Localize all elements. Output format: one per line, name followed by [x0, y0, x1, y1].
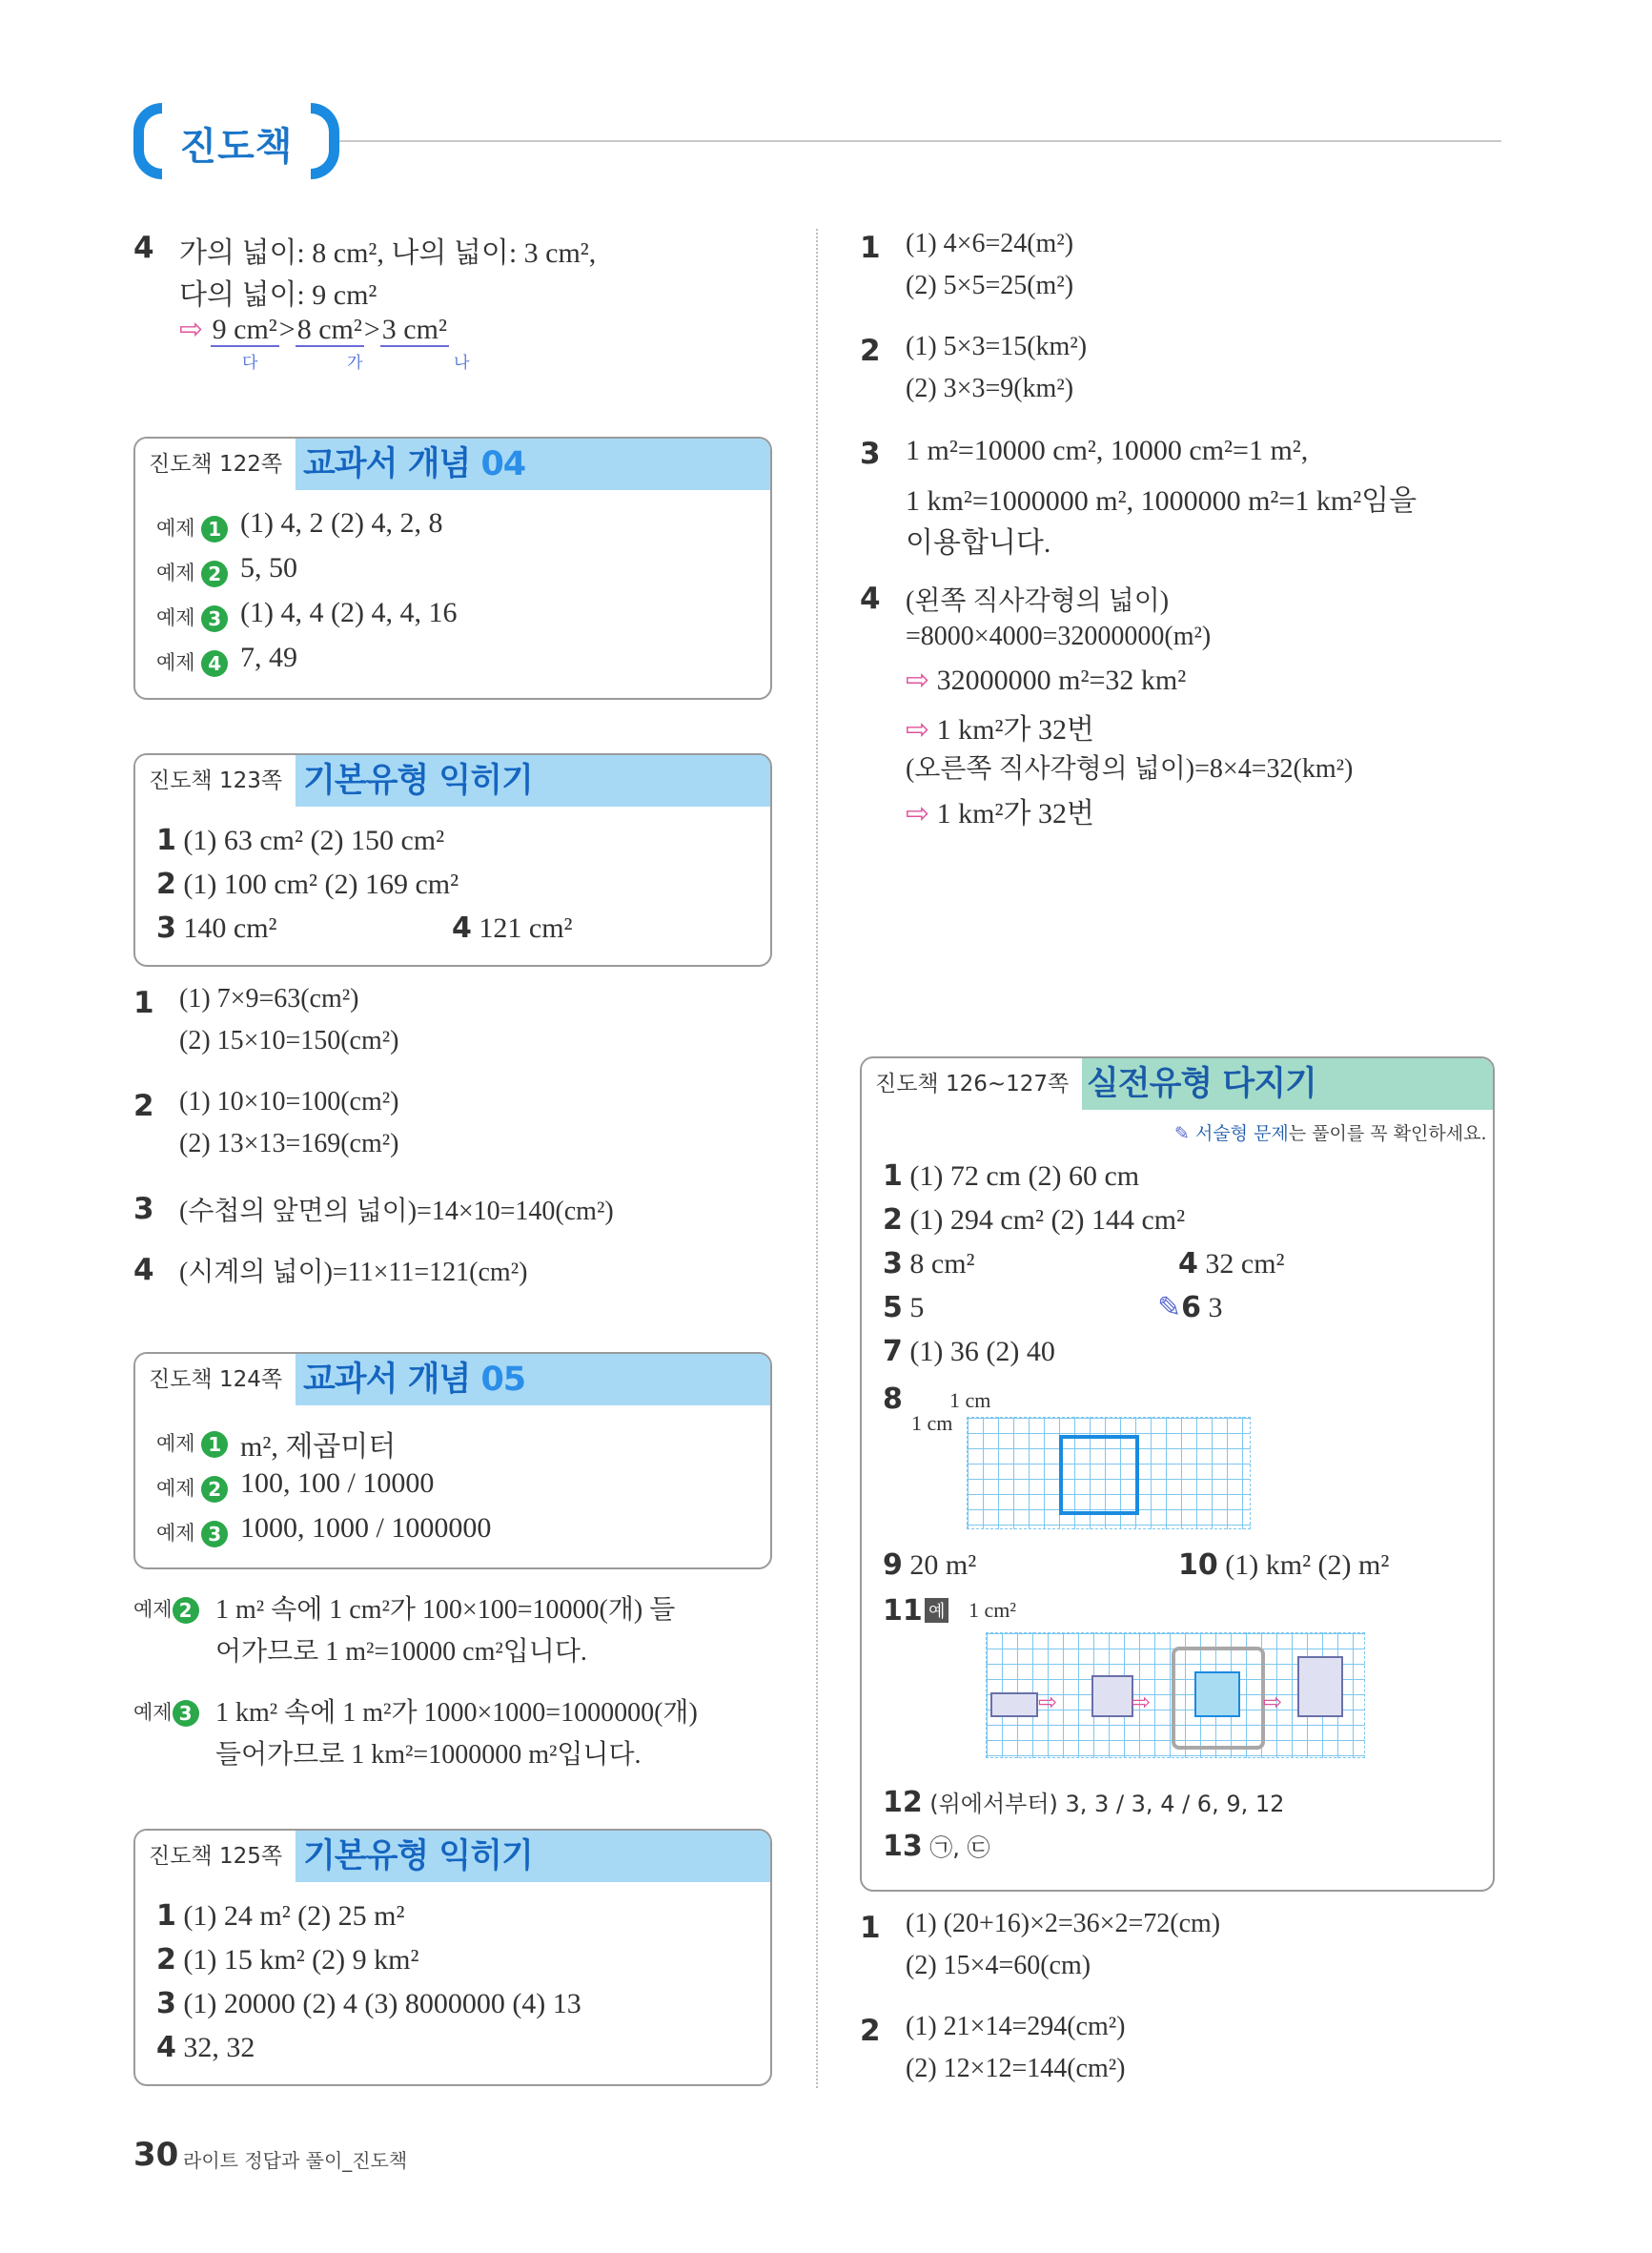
- arrow-icon: ⇨: [1263, 1689, 1283, 1715]
- sol-number: 3: [860, 437, 881, 471]
- answer-2: 2 (1) 15 km² (2) 9 km²: [156, 1943, 419, 1976]
- grid-label-top: 1 cm: [949, 1388, 991, 1412]
- sol-line: ⇨ 1 km²가 32번: [906, 797, 1094, 830]
- sol-line: (1) 5×3=15(km²): [906, 332, 1088, 361]
- bracket-right-icon: [311, 103, 339, 179]
- sol-line: (시계의 넓이)=11×11=121(cm²): [179, 1258, 528, 1287]
- sol-line: 어가므로 1 m²=10000 cm²입니다.: [215, 1637, 587, 1667]
- shape-d: [1297, 1656, 1343, 1717]
- q4-item-a: 9 cm²: [212, 314, 277, 345]
- sol-number: 2: [860, 334, 881, 368]
- sol-line: (2) 15×10=150(cm²): [179, 1026, 399, 1055]
- box-page-label: 진도책 124쪽: [135, 1354, 297, 1405]
- sol-line: 1 km² 속에 1 m²가 1000×1000=1000000(개): [215, 1698, 698, 1728]
- header-tag: [133, 103, 339, 179]
- answer-3: 3 140 cm²: [156, 911, 277, 945]
- sol-line: (오른쪽 직사각형의 넓이)=8×4=32(km²): [906, 754, 1354, 784]
- box-title: 교과서 개념 05: [303, 1361, 526, 1399]
- example-2: 예제 2: [156, 558, 228, 587]
- sol-number: 2: [133, 1089, 154, 1123]
- sol-line: (1) (20+16)×2=36×2=72(cm): [906, 1909, 1221, 1938]
- example-1-value: (1) 4, 2 (2) 4, 2, 8: [240, 507, 443, 539]
- example-1: 예제 1: [156, 1428, 228, 1458]
- q4-item-c: 3 cm²: [381, 314, 447, 345]
- sol-line: (1) 21×14=294(cm²): [906, 2012, 1126, 2041]
- answer-1: 1 (1) 24 m² (2) 25 m²: [156, 1899, 405, 1933]
- box-page-label: 진도책 126~127쪽: [862, 1058, 1084, 1110]
- shape-a: [990, 1692, 1038, 1717]
- sol-number: 4: [860, 582, 881, 616]
- arrow-icon: ⇨: [179, 313, 204, 346]
- sol-line: =8000×4000=32000000(m²): [906, 622, 1212, 651]
- grid-label-left: 1 cm: [911, 1411, 953, 1435]
- page-number: 30: [133, 2136, 179, 2174]
- sol-line: (수첩의 앞면의 넓이)=14×10=140(cm²): [179, 1197, 614, 1226]
- q4-line1: 가의 넓이: 8 cm², 나의 넓이: 3 cm²,: [179, 237, 597, 269]
- column-divider: [816, 229, 818, 2088]
- sol-line: ⇨ 1 km²가 32번: [906, 713, 1094, 747]
- header-rule: [329, 140, 1501, 142]
- sol-number: 1: [133, 986, 154, 1020]
- example-badge: 예: [925, 1598, 948, 1623]
- header-tag-label: 진도책: [179, 125, 294, 169]
- pencil-icon: ✎: [1174, 1123, 1190, 1144]
- sol-example-2: 예제 2: [133, 1594, 199, 1624]
- answer-11: 11: [883, 1594, 923, 1628]
- example-2-value: 100, 100 / 10000: [240, 1467, 435, 1499]
- bracket-left-icon: [133, 103, 162, 179]
- shape-b: [1091, 1675, 1133, 1717]
- answer-8: 8: [883, 1383, 903, 1416]
- arrow-icon: ⇨: [906, 797, 930, 830]
- sol-example-3: 예제 3: [133, 1697, 199, 1727]
- answer-5: 5 5: [883, 1291, 925, 1324]
- box-title: 실전유형 다지기: [1087, 1065, 1316, 1103]
- box-page-label: 진도책 122쪽: [135, 439, 297, 490]
- grid-unit-label: 1 cm²: [969, 1598, 1016, 1622]
- example-2-value: 5, 50: [240, 552, 297, 584]
- sol-line: (2) 13×13=169(cm²): [179, 1129, 399, 1158]
- example-3-value: 1000, 1000 / 1000000: [240, 1512, 492, 1544]
- example-3-value: (1) 4, 4 (2) 4, 4, 16: [240, 597, 458, 628]
- answer-6: ✎6 3: [1157, 1291, 1223, 1324]
- answer-7: 7 (1) 36 (2) 40: [883, 1335, 1055, 1368]
- sol-line: (1) 10×10=100(cm²): [179, 1087, 399, 1116]
- answer-2: 2 (1) 100 cm² (2) 169 cm²: [156, 868, 459, 901]
- square-shape: [1059, 1435, 1139, 1515]
- answer-3: 3 (1) 20000 (2) 4 (3) 8000000 (4) 13: [156, 1987, 581, 2020]
- answer-1: 1 (1) 72 cm (2) 60 cm: [883, 1159, 1140, 1193]
- q4-number: 4: [133, 231, 154, 265]
- q4-line3: ⇨ 9 cm²>8 cm²>3 cm²: [179, 313, 447, 346]
- answer-4: 4 32, 32: [156, 2031, 255, 2064]
- arrow-icon: ⇨: [906, 664, 930, 697]
- answer-3: 3 8 cm²: [883, 1247, 975, 1280]
- example-3: 예제 3: [156, 603, 228, 632]
- answer-9: 9 20 m²: [883, 1548, 977, 1582]
- q4-sub-b: 가: [347, 354, 363, 373]
- sol-line: 이용합니다.: [906, 527, 1051, 559]
- q4-item-b: 8 cm²: [296, 314, 362, 345]
- example-4: 예제 4: [156, 647, 228, 677]
- sol-line: 들어가므로 1 km²=1000000 m²입니다.: [215, 1740, 642, 1770]
- sol-line: (2) 5×5=25(m²): [906, 271, 1074, 300]
- sol-number: 3: [133, 1192, 154, 1226]
- footer-text: 라이트 정답과 풀이_진도책: [183, 2149, 408, 2172]
- sol-line: (2) 15×4=60(cm): [906, 1951, 1091, 1980]
- sol-number: 4: [133, 1253, 154, 1287]
- sol-line: (1) 4×6=24(m²): [906, 229, 1074, 258]
- sol-number: 1: [860, 231, 881, 265]
- sol-number: 1: [860, 1911, 881, 1945]
- box-title: 교과서 개념 04: [303, 445, 526, 483]
- q4-line2: 다의 넓이: 9 cm²: [179, 279, 377, 311]
- shape-c: [1194, 1671, 1240, 1717]
- arrow-icon: ⇨: [1132, 1689, 1152, 1715]
- example-1: 예제 1: [156, 513, 228, 543]
- arrow-icon: ⇨: [1038, 1689, 1058, 1715]
- sol-line: (2) 3×3=9(km²): [906, 374, 1074, 403]
- answer-12: 12 (위에서부터) 3, 3 / 3, 4 / 6, 9, 12: [883, 1786, 1285, 1819]
- grid-answer-8: [967, 1417, 1251, 1529]
- box-page-label: 진도책 125쪽: [135, 1831, 297, 1882]
- sol-line: 1 m² 속에 1 cm²가 100×100=10000(개) 들: [215, 1595, 676, 1625]
- sol-line: (왼쪽 직사각형의 넓이): [906, 586, 1170, 616]
- sol-line: (1) 7×9=63(cm²): [179, 984, 359, 1014]
- sol-line: 1 m²=10000 cm², 10000 cm²=1 m²,: [906, 435, 1309, 466]
- example-4-value: 7, 49: [240, 642, 297, 673]
- example-3: 예제 3: [156, 1518, 228, 1547]
- box-title: 기본유형 익히기: [303, 762, 533, 800]
- arrow-icon: ⇨: [906, 713, 930, 747]
- answer-2: 2 (1) 294 cm² (2) 144 cm²: [883, 1203, 1186, 1237]
- sol-number: 2: [860, 2014, 881, 2048]
- box-122: [133, 437, 772, 700]
- sol-line: (2) 12×12=144(cm²): [906, 2054, 1126, 2083]
- example-1-value: m², 제곱미터: [240, 1431, 397, 1463]
- answer-13: 13 ㉠, ㉢: [883, 1830, 990, 1863]
- q4-sub-a: 다: [242, 354, 258, 373]
- example-2: 예제 2: [156, 1473, 228, 1503]
- box-title: 기본유형 익히기: [303, 1837, 533, 1875]
- answer-10: 10 (1) km² (2) m²: [1178, 1548, 1390, 1582]
- sol-line: ⇨ 32000000 m²=32 km²: [906, 664, 1187, 697]
- essay-note: ✎ 서술형 문제는 풀이를 꼭 확인하세요.: [1174, 1123, 1487, 1144]
- box-page-label: 진도책 123쪽: [135, 755, 297, 807]
- grid-answer-11: [986, 1632, 1365, 1758]
- answer-1: 1 (1) 63 cm² (2) 150 cm²: [156, 824, 445, 857]
- answer-4: 4 121 cm²: [452, 911, 573, 945]
- answer-4: 4 32 cm²: [1178, 1247, 1285, 1280]
- q4-sub-c: 나: [454, 354, 470, 373]
- sol-line: 1 km²=1000000 m², 1000000 m²=1 km²임을: [906, 485, 1417, 517]
- pencil-icon: ✎: [1157, 1291, 1182, 1324]
